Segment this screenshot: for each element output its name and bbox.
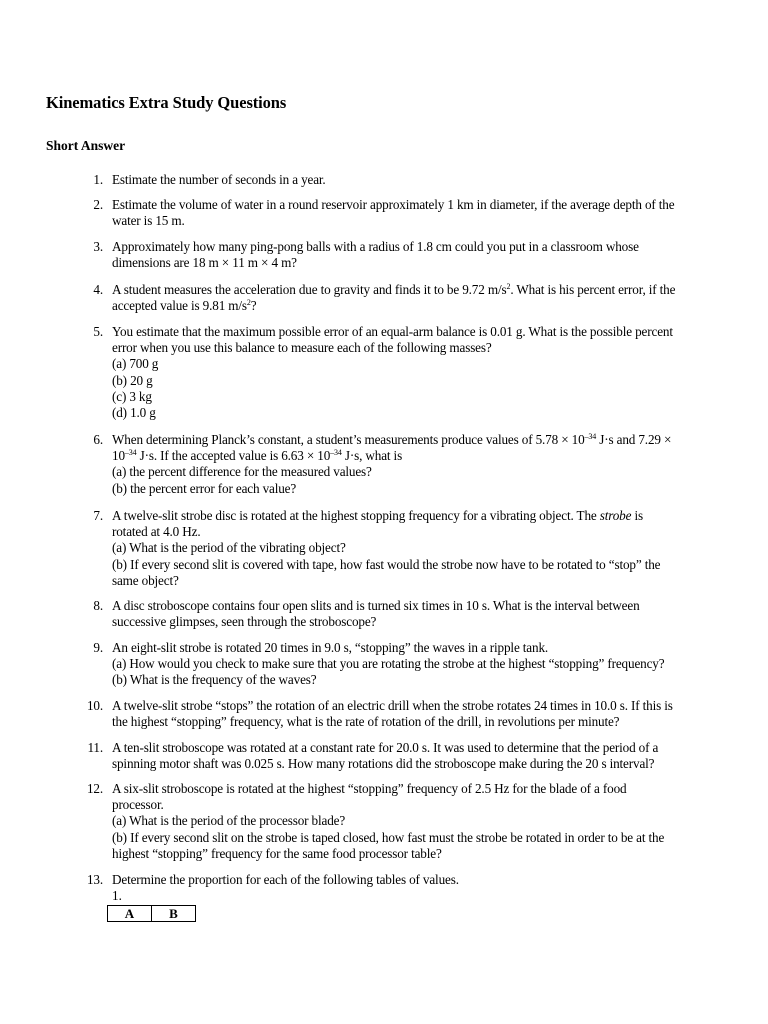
values-table: [107, 905, 196, 922]
question-text: processor.: [112, 797, 164, 813]
question-11: [87, 740, 732, 772]
question-option: (d) 1.0 g: [112, 405, 156, 421]
question-text: Estimate the volume of water in a round reservoir approximately 1 km in diameter, if the average depth of the: [112, 197, 675, 212]
question-option: (b) 20 g: [112, 372, 153, 388]
question-number: 1.: [93, 172, 103, 187]
question-13: [86, 872, 732, 888]
question-text: A ten-slit stroboscope was rotated at a constant rate for 20.0 s. It was used to determine that the period of a: [112, 740, 659, 755]
section-heading: Short Answer: [46, 138, 126, 153]
question-text: Determine the proportion for each of the following tables of values.: [112, 872, 459, 887]
question-number: 13.: [86, 872, 103, 887]
exponent: 2: [246, 298, 251, 308]
question-text: the highest “stopping” frequency, what is the rate of rotation of the drill, in revolutions per minute?: [112, 714, 620, 730]
document-title: Kinematics Extra Study Questions: [46, 93, 287, 112]
question-number: 6.: [93, 432, 103, 447]
question-6: [93, 432, 732, 497]
question-10: [86, 698, 732, 730]
question-number: 10.: [86, 698, 103, 713]
question-number: 5.: [93, 324, 103, 339]
question-option: (a) 700 g: [112, 356, 159, 372]
question-5: [93, 324, 732, 421]
table-label: 1.: [112, 888, 122, 903]
exponent: –34: [330, 448, 342, 458]
question-number: 4.: [93, 282, 103, 297]
question-option: (b) What is the frequency of the waves?: [112, 672, 317, 688]
question-option: (a) the percent difference for the measured values?: [112, 464, 372, 480]
question-text: A six-slit stroboscope is rotated at the highest “stopping” frequency of 2.5 Hz for the blade of a food: [112, 781, 627, 796]
question-text: dimensions are 18 m × 11 m × 4 m?: [112, 255, 297, 271]
table-header-row: [108, 906, 196, 922]
question-text: A twelve-slit strobe disc is rotated at the highest stopping frequency for a vibrating object. The: [112, 508, 597, 523]
question-number: 12.: [86, 781, 103, 796]
question-text: successive glimpses, seen through the stroboscope?: [112, 614, 377, 630]
exponent: –34: [584, 432, 597, 441]
question-number: 8.: [93, 598, 103, 613]
question-text-line: [112, 508, 732, 524]
question-text: J·s, what is: [344, 448, 403, 464]
question-number: 3.: [93, 239, 103, 254]
question-option: (b) the percent error for each value?: [112, 480, 297, 496]
question-text: water is 15 m.: [112, 213, 185, 229]
question-2: [93, 197, 732, 229]
question-option: (a) What is the period of the vibrating object?: [112, 540, 346, 556]
question-text: You estimate that the maximum possible error of an equal-arm balance is 0.01 g. What is the possible percent: [112, 324, 673, 339]
question-option: (a) How would you check to make sure that you are rotating the strobe at the highest “stopping” frequency?: [112, 656, 665, 672]
question-option: (b) If every second slit is covered with tape, how fast would the strobe now have to be rotated to “stop” the: [112, 556, 661, 572]
question-number: 9.: [93, 640, 103, 655]
question-text: 10: [112, 448, 125, 464]
question-text: rotated at 4.0 Hz.: [112, 524, 201, 540]
question-text: is: [631, 508, 643, 523]
exponent: 2: [506, 282, 511, 291]
question-text: J·s. If the accepted value is 6.63 × 10: [139, 448, 331, 464]
question-text-line: [112, 448, 732, 464]
question-number: 7.: [93, 508, 103, 523]
question-text: A disc stroboscope contains four open slits and is turned six times in 10 s. What is the interval between: [112, 598, 640, 613]
question-option: highest “stopping” frequency for the same food processor table?: [112, 845, 442, 861]
question-12: [86, 781, 732, 862]
question-8: [93, 598, 732, 630]
italic-word: strobe: [599, 508, 632, 523]
question-7: [93, 508, 732, 589]
question-text: A student measures the acceleration due to gravity and finds it to be 9.72 m/s: [112, 282, 507, 297]
column-header-b: B: [152, 906, 196, 922]
question-option: (b) If every second slit on the strobe is taped closed, how fast must the strobe be rotated in order to be at the: [112, 829, 665, 845]
question-option: (a) What is the period of the processor blade?: [112, 813, 346, 829]
question-option: (c) 3 kg: [112, 388, 152, 404]
question-text: ?: [250, 298, 257, 314]
question-text: error when you use this balance to measure each of the following masses?: [112, 340, 492, 356]
exponent: –34: [124, 448, 137, 458]
question-option: same object?: [112, 572, 179, 588]
question-text: Approximately how many ping-pong balls with a radius of 1.8 cm could you put in a classroom whose: [112, 239, 639, 254]
question-text: Estimate the number of seconds in a year.: [112, 172, 326, 187]
question-text: When determining Planck’s constant, a student’s measurements produce values of 5.78 × 10: [112, 432, 585, 447]
question-text: spinning motor shaft was 0.025 s. How many rotations did the stroboscope make during the 20 s interval?: [112, 756, 655, 772]
column-header-a: A: [108, 906, 152, 922]
question-4: [93, 282, 732, 314]
question-text: . What is his percent error, if the: [510, 282, 676, 297]
question-text-line: [112, 282, 732, 298]
question-1: [93, 172, 732, 188]
question-3: [93, 239, 732, 271]
question-text-line: [112, 298, 732, 314]
question-text: accepted value is 9.81 m/s: [112, 298, 247, 314]
question-number: 2.: [93, 197, 103, 212]
question-text: J·s and 7.29 ×: [599, 432, 672, 447]
question-text-line: [112, 432, 732, 448]
question-9: [93, 640, 732, 689]
question-text: An eight-slit strobe is rotated 20 times in 9.0 s, “stopping” the waves in a ripple tank.: [112, 640, 549, 655]
question-text: A twelve-slit strobe “stops” the rotation of an electric drill when the strobe rotates 24 times in 10.0 s. If this is: [112, 698, 673, 713]
question-number: 11.: [87, 740, 103, 755]
